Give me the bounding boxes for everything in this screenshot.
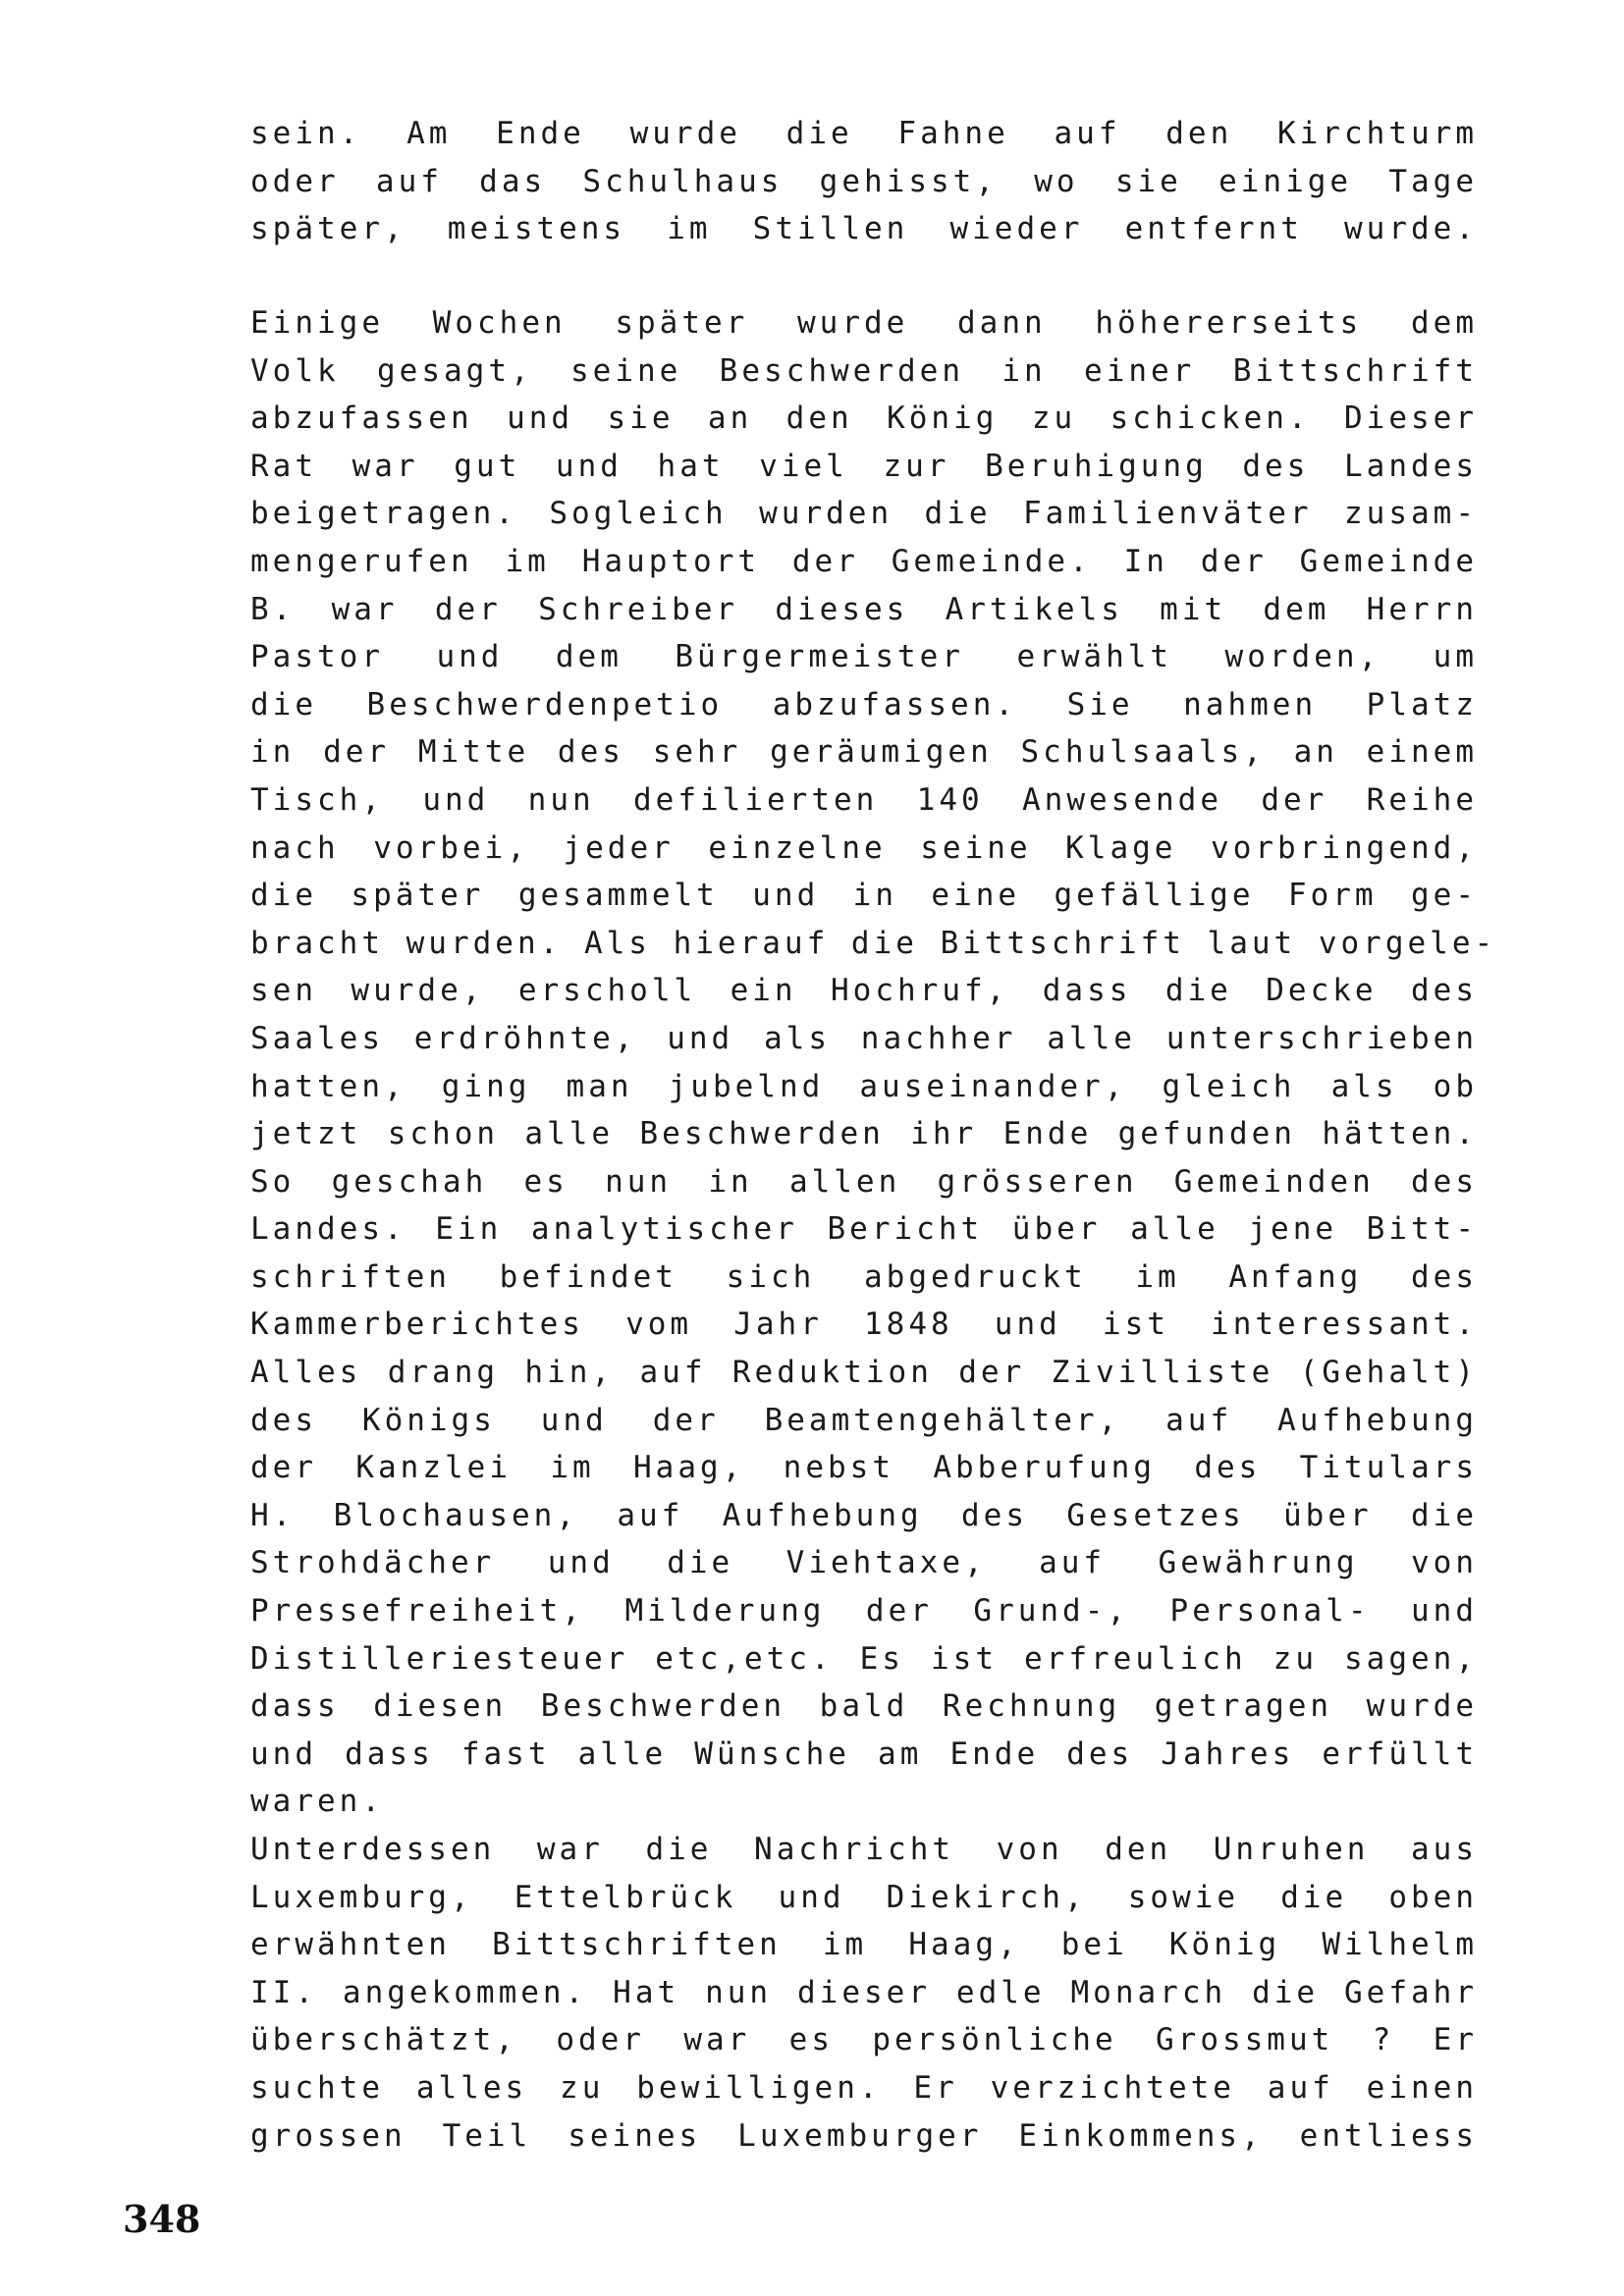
- text-line: mengerufen im Hauptort der Gemeinde. In der Gemeinde: [250, 543, 1478, 579]
- text-line: nach vorbei, jeder einzelne seine Klage vorbringend,: [250, 829, 1478, 866]
- text-line: Pressefreiheit, Milderung der Grund-, Personal- und: [250, 1593, 1478, 1629]
- text-line: Luxemburg, Ettelbrück und Diekirch, sowie die oben: [250, 1879, 1478, 1915]
- text-line: der Kanzlei im Haag, nebst Abberufung des Titulars: [250, 1450, 1478, 1486]
- text-line: suchte alles zu bewilligen. Er verzichtete auf einen: [250, 2069, 1478, 2106]
- text-line: und dass fast alle Wünsche am Ende des Jahres erfüllt: [250, 1735, 1478, 1772]
- paragraph-2: [250, 299, 1497, 2160]
- text-line: des Königs und der Beamtengehälter, auf Aufhebung: [250, 1402, 1478, 1438]
- text-line: Landes. Ein analytischer Bericht über alle jene Bitt-: [250, 1211, 1478, 1248]
- text-line: Distilleriesteuer etc,etc. Es ist erfreulich zu sagen,: [250, 1640, 1478, 1677]
- text-line: waren.: [250, 1784, 384, 1820]
- text-line: beigetragen. Sogleich wurden die Familienväter zusam-: [250, 496, 1478, 532]
- text-line: erwähnten Bittschriften im Haag, bei König Wilhelm: [250, 1927, 1478, 1963]
- text-line: später, meistens im Stillen wieder entfernt wurde.: [250, 211, 1478, 247]
- text-line: grossen Teil seines Luxemburger Einkommens, entliess: [250, 2117, 1478, 2154]
- text-line: in der Mitte des sehr geräumigen Schulsaals, an einem: [250, 734, 1478, 771]
- page-number: 348: [123, 2197, 201, 2241]
- text-line: Einige Wochen später wurde dann höhererseits dem: [250, 305, 1478, 341]
- text-line: abzufassen und sie an den König zu schicken. Dieser: [250, 400, 1478, 437]
- text-line: Kammerberichtes vom Jahr 1848 und ist interessant.: [250, 1307, 1478, 1343]
- text-line: Unterdessen war die Nachricht von den Unruhen aus: [250, 1832, 1478, 1867]
- text-line: Strohdächer und die Viehtaxe, auf Gewährung von: [250, 1545, 1478, 1581]
- text-line: Alles drang hin, auf Reduktion der Zivilliste (Gehalt): [250, 1355, 1478, 1391]
- paragraph-1: [250, 110, 1478, 253]
- text-line: die später gesammelt und in eine gefällige Form ge-: [250, 878, 1478, 914]
- text-line: überschätzt, oder war es persönliche Grossmut ? Er: [250, 2022, 1478, 2058]
- text-line: bracht wurden. Als hierauf die Bittschrift laut vorgele-: [250, 925, 1497, 961]
- text-line: sein. Am Ende wurde die Fahne auf den Kirchturm: [250, 116, 1478, 151]
- text-line: Pastor und dem Bürgermeister erwählt worden, um: [250, 639, 1478, 675]
- text-line: H. Blochausen, auf Aufhebung des Gesetzes über die: [250, 1497, 1478, 1533]
- text-line: oder auf das Schulhaus gehisst, wo sie einige Tage: [250, 163, 1478, 199]
- text-line: jetzt schon alle Beschwerden ihr Ende gefunden hätten.: [250, 1116, 1478, 1152]
- text-line: schriften befindet sich abgedruckt im Anfang des: [250, 1258, 1478, 1295]
- text-line: dass diesen Beschwerden bald Rechnung getragen wurde: [250, 1688, 1478, 1725]
- text-line: B. war der Schreiber dieses Artikels mit dem Herrn: [250, 591, 1478, 627]
- text-line: die Beschwerdenpetio abzufassen. Sie nahmen Platz: [250, 686, 1478, 722]
- text-line: sen wurde, erscholl ein Hochruf, dass die Decke des: [250, 973, 1478, 1009]
- text-line: Saales erdröhnte, und als nachher alle unterschrieben: [250, 1020, 1478, 1056]
- text-line: So geschah es nun in allen grösseren Gemeinden des: [250, 1163, 1478, 1200]
- text-line: II. angekommen. Hat nun dieser edle Monarch die Gefahr: [250, 1974, 1478, 2010]
- text-line: hatten, ging man jubelnd auseinander, gleich als ob: [250, 1068, 1478, 1104]
- text-line: Tisch, und nun defilierten 140 Anwesende der Reihe: [250, 781, 1478, 818]
- text-line: Volk gesagt, seine Beschwerden in einer Bittschrift: [250, 352, 1478, 389]
- text-line: Rat war gut und hat viel zur Beruhigung des Landes: [250, 448, 1478, 484]
